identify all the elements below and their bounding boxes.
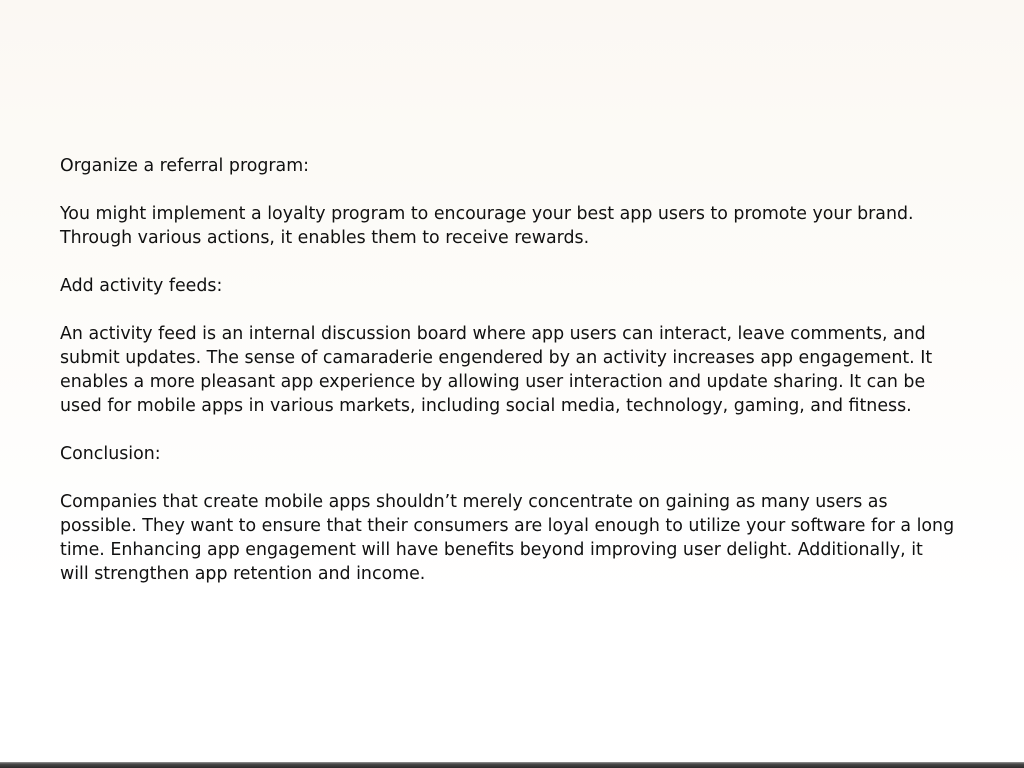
body-line: Through various actions, it enables them to receive rewards. bbox=[60, 228, 590, 248]
section-heading-activity-feeds: Add activity feeds: bbox=[60, 276, 223, 296]
document-content bbox=[60, 154, 990, 610]
body-line: Companies that create mobile apps shouldn’t merely concentrate on gaining as many users as bbox=[60, 492, 888, 512]
section-body-conclusion bbox=[60, 490, 990, 586]
body-line: possible. They want to ensure that their consumers are loyal enough to utilize your software for a long bbox=[60, 516, 955, 536]
body-line: An activity feed is an internal discussion board where app users can interact, leave comments, and bbox=[60, 324, 926, 344]
body-line: time. Enhancing app engagement will have benefits beyond improving user delight. Additionally, it bbox=[60, 540, 923, 560]
section-body-referral bbox=[60, 202, 990, 250]
body-line: enables a more pleasant app experience by allowing user interaction and update sharing. It can be bbox=[60, 372, 926, 392]
bottom-divider bbox=[0, 762, 1024, 768]
body-line: submit updates. The sense of camaraderie engendered by an activity increases app engagement. It bbox=[60, 348, 933, 368]
section-heading-referral: Organize a referral program: bbox=[60, 156, 310, 176]
body-line: will strengthen app retention and income. bbox=[60, 564, 426, 584]
section-heading-conclusion: Conclusion: bbox=[60, 444, 161, 464]
body-line: used for mobile apps in various markets, including social media, technology, gaming, and fitness. bbox=[60, 396, 912, 416]
section-body-activity-feeds bbox=[60, 322, 990, 418]
body-line: You might implement a loyalty program to encourage your best app users to promote your brand. bbox=[60, 204, 914, 224]
